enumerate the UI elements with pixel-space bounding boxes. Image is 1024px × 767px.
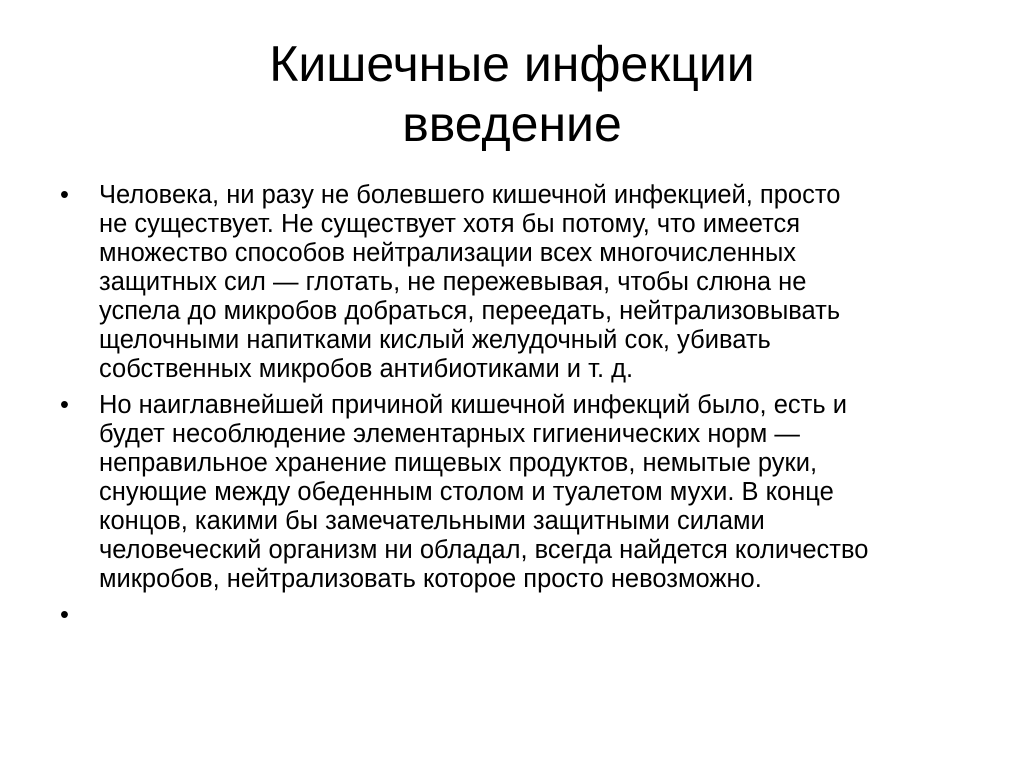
bullet-1-line-1: Человека, ни разу не болевшего кишечной инфекцией, просто (99, 181, 841, 209)
bullet-1-line-5: успела до микробов добраться, переедать, нейтрализовывать (99, 297, 841, 325)
bullet-dot: • (60, 601, 69, 629)
bullet-2-line-1: Но наиглавнейшей причиной кишечной инфекций было, есть и (99, 391, 847, 419)
bullet-dot: • (60, 181, 69, 209)
bullet-text-2 (99, 391, 980, 594)
bullet-2-line-4: снующие между обеденным столом и туалетом мухи. В конце (99, 478, 834, 506)
bullet-text-3 (99, 601, 980, 630)
title-line-2: введение (402, 96, 622, 152)
bullet-item-2 (60, 391, 980, 594)
bullet-item-1 (60, 181, 980, 384)
bullet-2-line-5: концов, какими бы замечательными защитными силами (99, 507, 765, 535)
bullet-1-line-7: собственных микробов антибиотиками и т. д. (99, 355, 634, 383)
bullet-1-line-6: щелочными напитками кислый желудочный сок, убивать (99, 326, 771, 354)
slide-title (60, 34, 964, 154)
bullet-dot: • (60, 391, 69, 419)
bullet-item-3 (60, 601, 980, 630)
bullet-2-line-2: будет несоблюдение элементарных гигиенических норм — (99, 420, 800, 448)
bullet-1-line-3: множество способов нейтрализации всех многочисленных (99, 239, 797, 267)
title-line-1: Кишечные инфекции (269, 36, 755, 92)
bullet-1-line-4: защитных сил — глотать, не пережевывая, чтобы слюна не (99, 268, 807, 296)
bullet-text-1 (99, 181, 980, 384)
bullet-list (60, 181, 980, 637)
bullet-2-line-6: человеческий организм ни обладал, всегда найдется количество (99, 536, 869, 564)
bullet-1-line-2: не существует. Не существует хотя бы потому, что имеется (99, 210, 801, 238)
bullet-2-line-3: неправильное хранение пищевых продуктов, немытые руки, (99, 449, 818, 477)
bullet-2-line-7: микробов, нейтрализовать которое просто невозможно. (99, 565, 762, 593)
